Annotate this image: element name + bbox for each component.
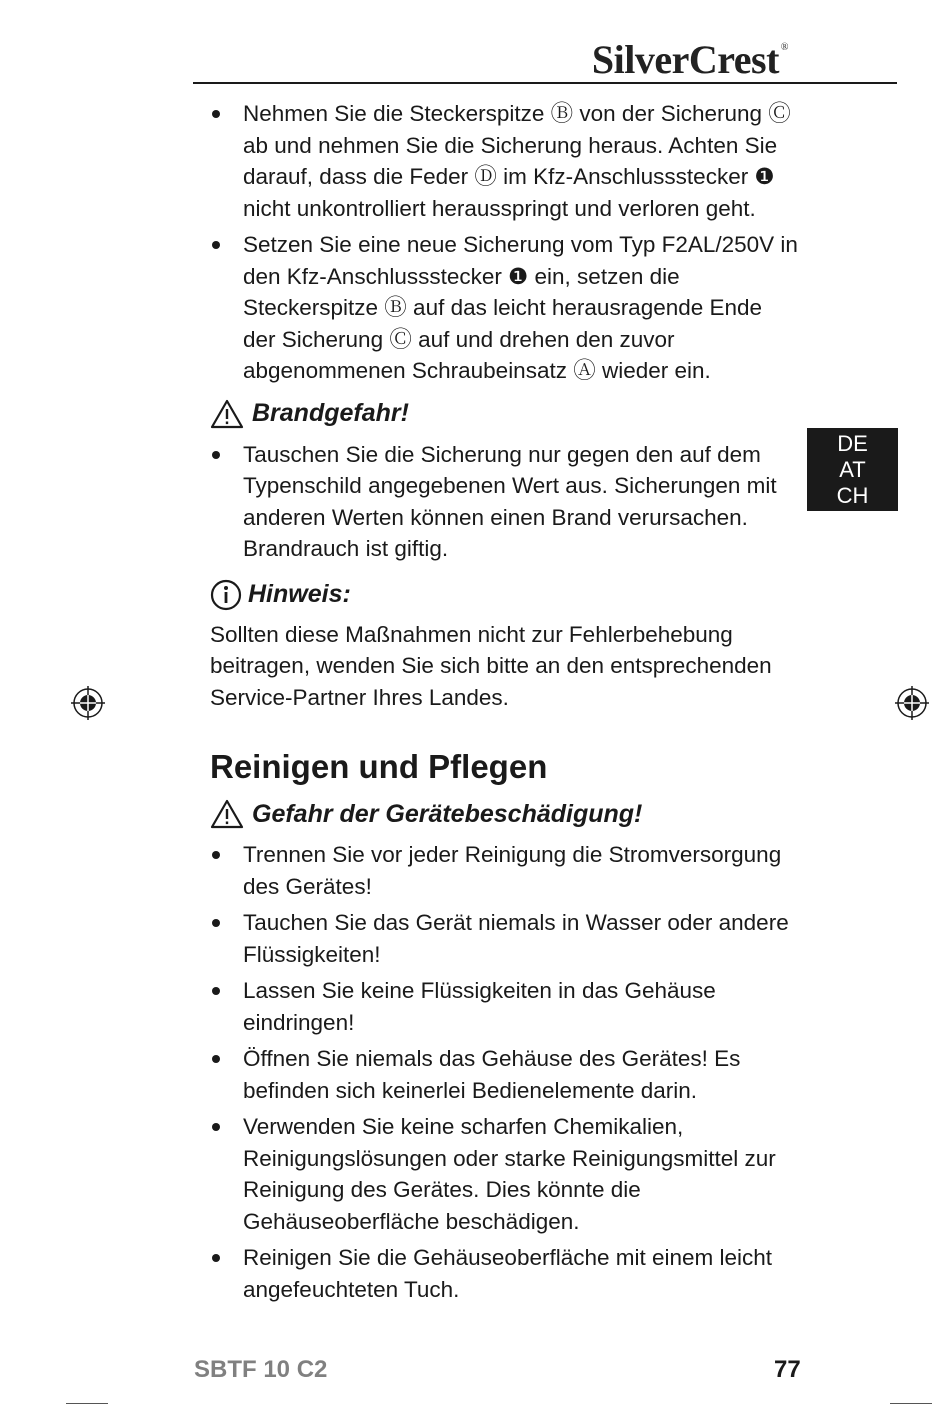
- lang-de: DE: [837, 430, 868, 456]
- language-tab: [807, 428, 898, 511]
- list-item: Lassen Sie keine Flüssigkeiten in das Gehäuse eindringen!: [210, 975, 800, 1038]
- page-number: 77: [774, 1356, 801, 1383]
- list-item: Tauschen Sie die Sicherung nur gegen den auf dem Typenschild angegebenen Wert aus. Sicherungen mit anderen Werten können einen Brand verursachen. Brandrauch ist giftig.: [210, 439, 800, 565]
- lang-ch: CH: [836, 482, 869, 508]
- warning-triangle-icon: [210, 399, 244, 429]
- fire-warning-list: [210, 439, 800, 565]
- page-content: [210, 98, 800, 1310]
- registered-mark: ®: [780, 42, 788, 53]
- registration-mark-icon: [71, 686, 105, 720]
- list-item: Setzen Sie eine neue Sicherung vom Typ F2AL/250V in den Kfz-Anschlussstecker ❶ ein, setzen die Steckerspitze Ⓑ auf das leicht herausragende Ende der Sicherung Ⓒ auf und drehen den zuvor abgenommenen Schraubeinsatz Ⓐ wieder ein.: [210, 229, 800, 387]
- info-icon: [210, 579, 242, 611]
- lang-at: AT: [839, 456, 866, 482]
- damage-warning-heading: [210, 799, 800, 829]
- brand-name: SilverCrest: [591, 37, 779, 82]
- list-item: Verwenden Sie keine scharfen Chemikalien, Reinigungslösungen oder starke Reinigungsmittel zur Reinigung des Gerätes. Dies könnte die Gehäuseoberfläche beschädigen.: [210, 1111, 800, 1237]
- registration-mark-icon: [895, 686, 929, 720]
- crop-mark: [890, 1403, 932, 1404]
- section-title: Reinigen und Pflegen: [210, 748, 548, 785]
- fire-warning-heading: [210, 399, 800, 429]
- list-item: Nehmen Sie die Steckerspitze Ⓑ von der Sicherung Ⓒ ab und nehmen Sie die Sicherung heraus. Achten Sie darauf, dass die Feder Ⓓ im Kfz-Anschlussstecker ❶ nicht unkontrolliert herausspringt und verloren geht.: [210, 98, 800, 224]
- list-item: Öffnen Sie niemals das Gehäuse des Gerätes! Es befinden sich keinerlei Bedienelemente darin.: [210, 1043, 800, 1106]
- note-heading: [210, 579, 800, 611]
- list-item: Tauchen Sie das Gerät niemals in Wasser oder andere Flüssigkeiten!: [210, 907, 800, 970]
- footer-model: SBTF 10 C2: [194, 1356, 328, 1383]
- list-item: Trennen Sie vor jeder Reinigung die Stromversorgung des Gerätes!: [210, 839, 800, 902]
- warning-triangle-icon: [210, 799, 244, 829]
- fuse-steps-list: [210, 98, 800, 387]
- header-rule: [193, 82, 897, 84]
- note-text: Sollten diese Maßnahmen nicht zur Fehlerbehebung beitragen, wenden Sie sich bitte an den entsprechenden Service-Partner Ihres Landes.: [210, 621, 772, 710]
- damage-warning-title: Gefahr der Gerätebeschädigung!: [252, 799, 643, 828]
- note-title: Hinweis:: [248, 580, 351, 608]
- cleaning-list: [210, 839, 800, 1305]
- fire-warning-title: Brandgefahr!: [252, 399, 409, 427]
- crop-mark: [66, 1403, 108, 1404]
- list-item: Reinigen Sie die Gehäuseoberfläche mit einem leicht angefeuchteten Tuch.: [210, 1242, 800, 1305]
- brand-logo: [592, 36, 788, 83]
